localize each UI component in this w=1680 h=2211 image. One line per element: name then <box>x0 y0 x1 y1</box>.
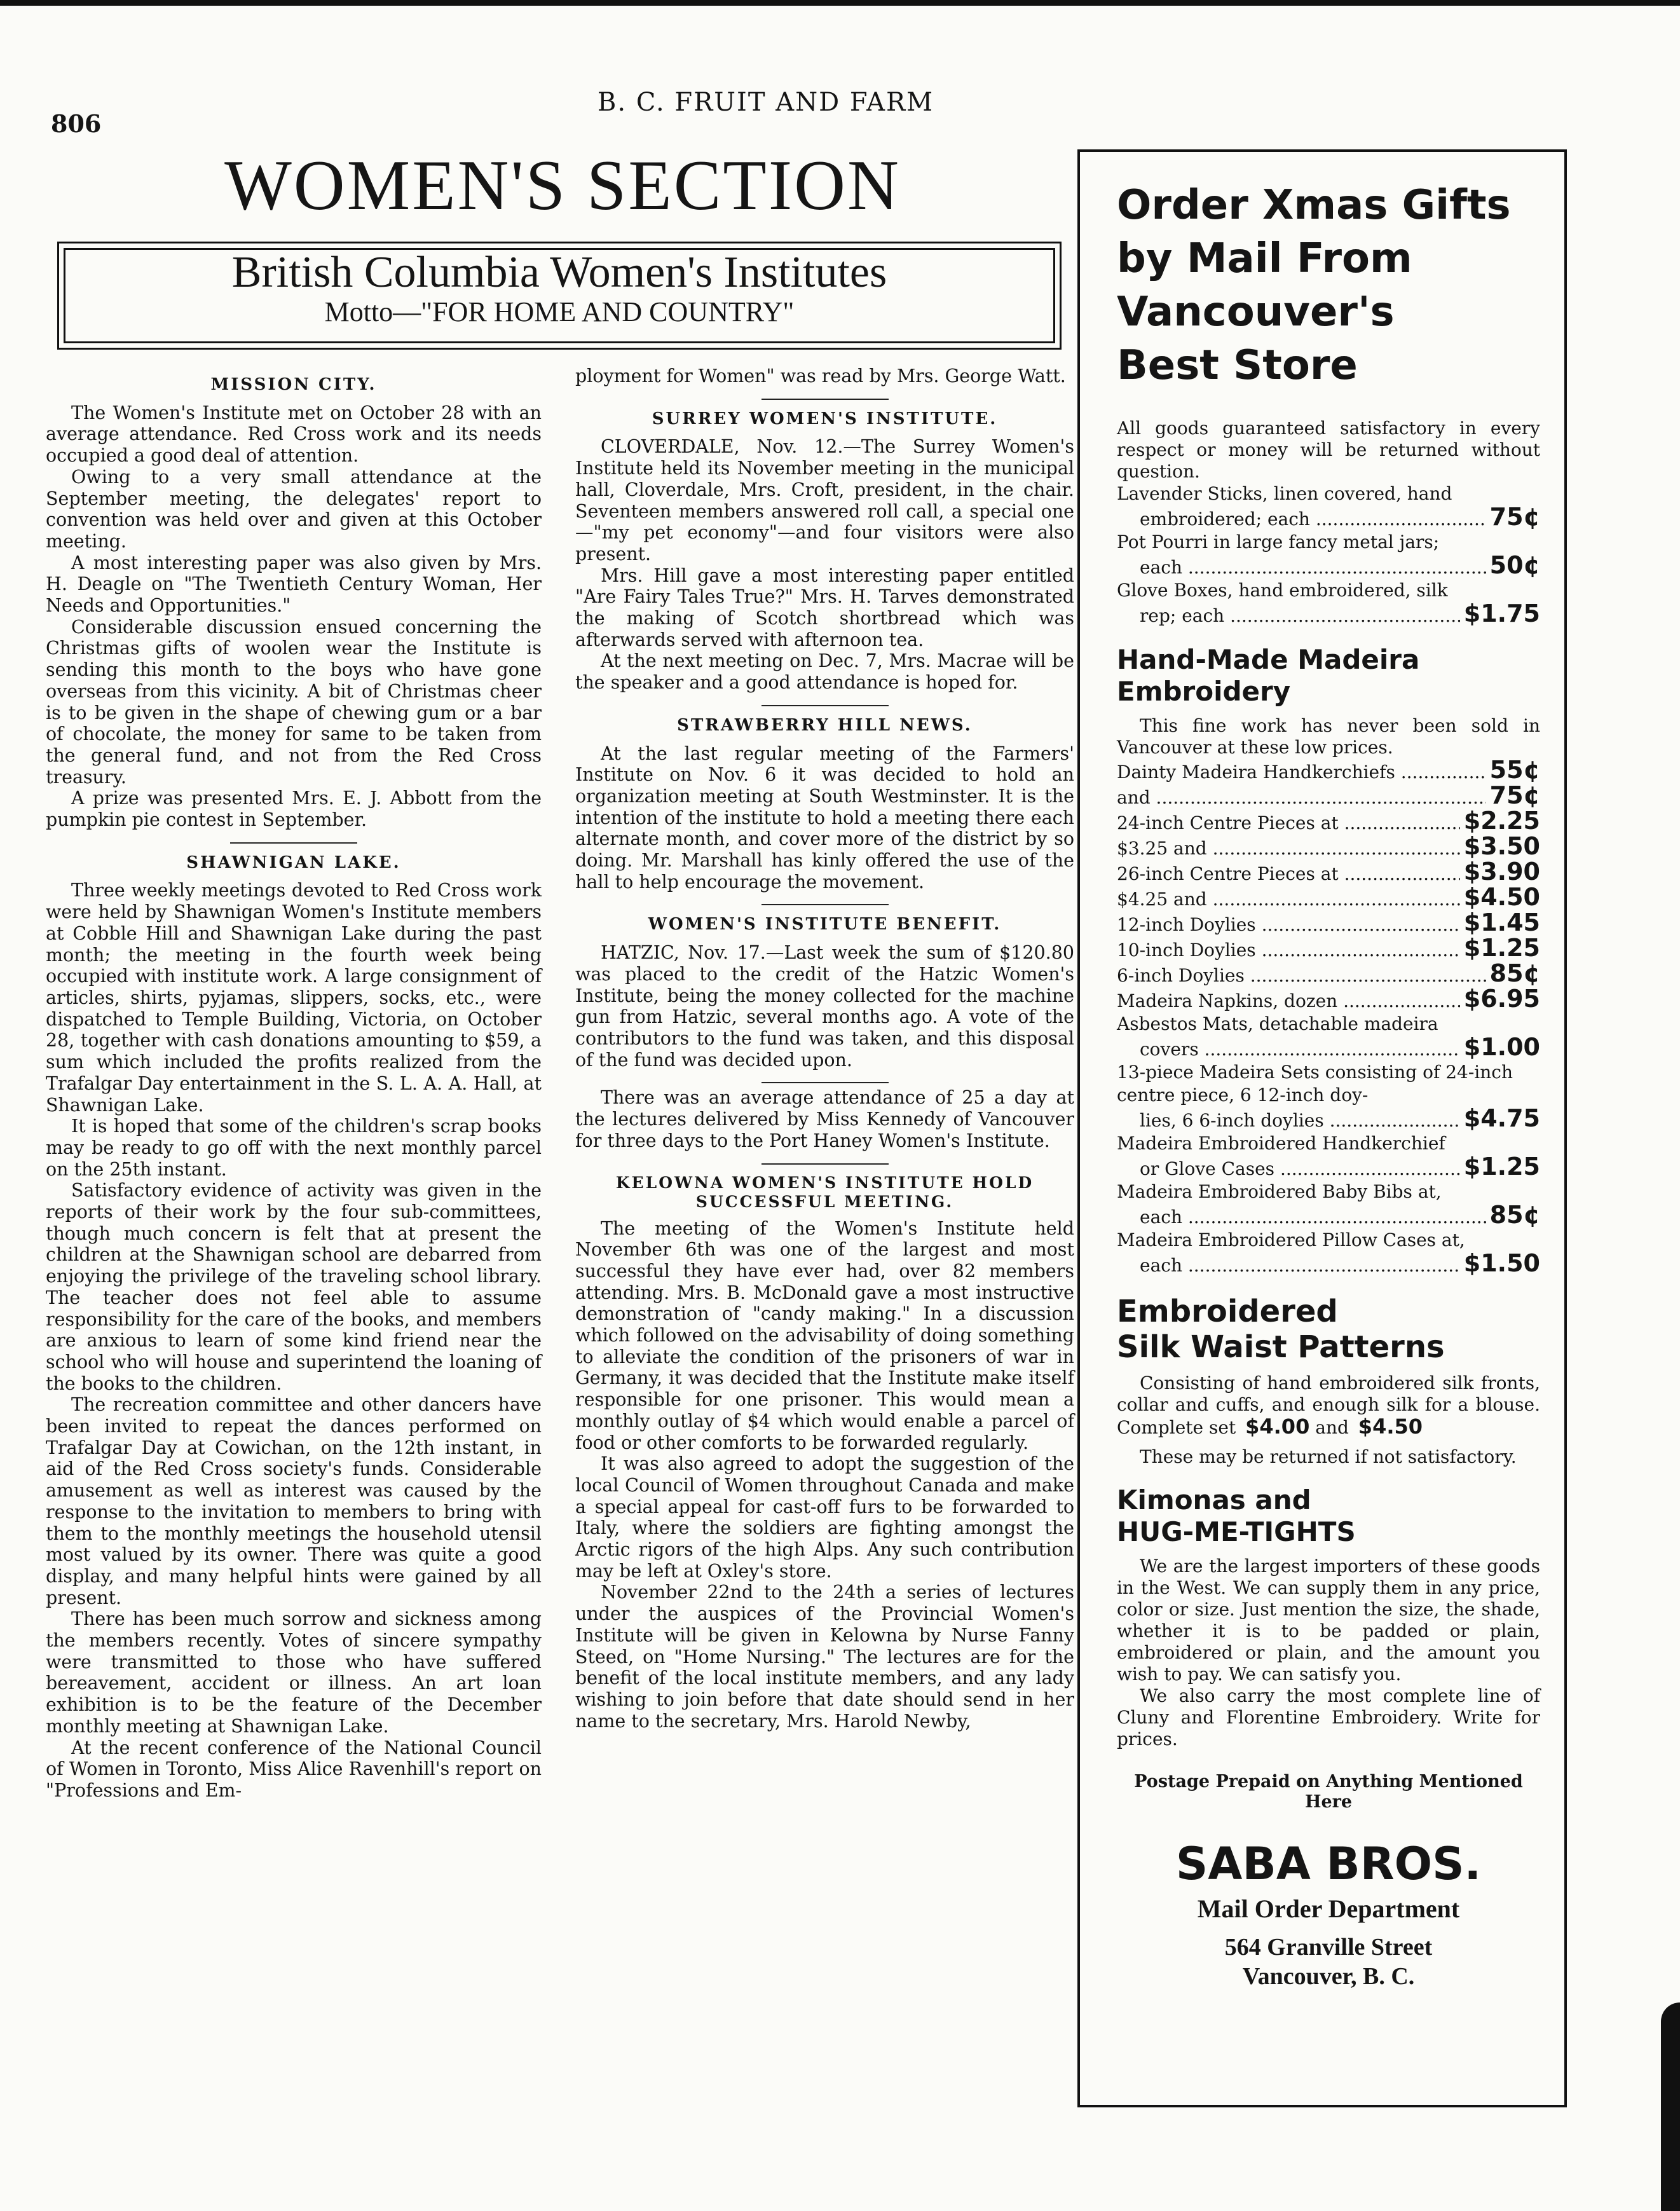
item-description: embroidered; each ..... <box>1117 508 1486 531</box>
item-price: $1.75 <box>1463 599 1540 627</box>
item-price: $3.50 <box>1463 832 1540 860</box>
item-price: $4.50 <box>1463 883 1540 911</box>
madeira-item <box>1117 809 1540 835</box>
paragraph: November 22nd to the 24th a series of lectures under the auspices of the Provincial Women's Institute will be given in Kelowna by Nurse Fanny Steed, on "Home Nursing." The lectures are for the benefit of the local institute members, and any lady wishing to join before that date should send in her name to the secretary, Mrs. Harold Newby, <box>575 1582 1074 1732</box>
item-description: covers ..... <box>1117 1038 1460 1061</box>
kimono-paragraph: We also carry the most complete line of Cluny and Florentine Embroidery. Write for prices. <box>1117 1685 1540 1749</box>
page-edge-shadow <box>1661 2002 1680 2211</box>
headline-strawberry-hill: STRAWBERRY HILL NEWS. <box>677 715 973 735</box>
item-description: Asbestos Mats, detachable madeira <box>1117 1013 1438 1034</box>
section-divider <box>761 1082 889 1083</box>
item-description: lies, 6 6-inch doylies ..... <box>1117 1109 1460 1132</box>
gift-item <box>1117 579 1540 627</box>
ad-headline-line: Order Xmas Gifts <box>1117 182 1511 229</box>
item-description: Glove Boxes, hand embroidered, silk <box>1117 580 1448 601</box>
headline-shawnigan-lake: SHAWNIGAN LAKE. <box>186 852 401 872</box>
item-description: 12-inch Doylies ..... <box>1117 914 1460 936</box>
madeira-price-list <box>1117 758 1540 1277</box>
paragraph: HATZIC, Nov. 17.—Last week the sum of $120.80 was placed to the credit of the Hatzic Women's Institute, being the money collected for the machine gun from Hatzic, several months ago. A vote of the contributors to the fund was taken, and this disposal of the fund was decided upon. <box>575 942 1074 1071</box>
item-description: rep; each ..... <box>1117 605 1460 627</box>
silk-text: Consisting of hand embroidered silk fronts, collar and cuffs, and enough silk for a blouse. Complete set <box>1117 1372 1540 1438</box>
item-price: 75¢ <box>1489 503 1540 531</box>
paragraph: The recreation committee and other dancers have been invited to repeat the dances performed on Trafalgar Day at Cowichan, on the 12th instant, in aid of the Red Cross society's funds. Considerable amusement as well as interest was caused by the response to the invitation to members to bring with them to the monthly meetings the household utensil most valued by its owner. There was quite a good display, and many helpful hints were gained by all present. <box>46 1394 542 1608</box>
item-price: $1.45 <box>1463 908 1540 936</box>
madeira-item <box>1117 781 1540 809</box>
item-description: each ..... <box>1117 556 1486 579</box>
institutes-banner <box>57 242 1062 350</box>
item-price: $6.95 <box>1463 985 1540 1013</box>
item-description: Madeira Embroidered Pillow Cases at, <box>1117 1229 1465 1250</box>
item-price: $1.50 <box>1463 1249 1540 1277</box>
item-description: $4.25 and ..... <box>1117 888 1460 911</box>
item-description: or Glove Cases ..... <box>1117 1158 1460 1181</box>
madeira-heading <box>1117 644 1540 708</box>
paragraph: There was an average attendance of 25 a day at the lectures delivered by Miss Kennedy of Vancouver for three days to the Port Haney Women's Institute. <box>575 1087 1074 1151</box>
item-description: and ..... <box>1117 786 1486 809</box>
heading-line: HUG-ME-TIGHTS <box>1117 1516 1356 1547</box>
item-description: Madeira Napkins, dozen ..... <box>1117 990 1460 1013</box>
ad-headline <box>1117 179 1540 392</box>
paragraph: The Women's Institute met on October 28 with an average attendance. Red Cross work and its needs occupied a good deal of attention. <box>46 402 542 467</box>
heading-line: Embroidered <box>1117 1294 1338 1329</box>
item-description: $3.25 and ..... <box>1117 837 1460 860</box>
company-name: SABA BROS. <box>1175 1838 1482 1890</box>
item-price: $3.90 <box>1463 858 1540 886</box>
madeira-item <box>1117 1229 1540 1277</box>
paragraph: Satisfactory evidence of activity was given in the reports of their work by the four sub-committees, though much concern is felt that at present the children at the Shawnigan school are debarred from enjoying the privilege of the traveling school library. The teacher does not feel able to assume responsibility for the care of the books, and members are anxious to learn of some kind friend near the school who will house and superintend the loaning of the books to the children. <box>46 1180 542 1394</box>
paragraph: Three weekly meetings devoted to Red Cross work were held by Shawnigan Women's Institute members at Cobble Hill and Shawnigan Lake during the past month; the meeting in the fourth week being occupied with institute work. A large consignment of articles, shirts, pyjamas, slippers, socks, etc., were dispatched to Temple Building, Victoria, on October 28, together with cash donations amounting to $59, a sum which included the profits realized from the Trafalgar Day entertainment in the S. L. A. A. Hall, at Shawnigan Lake. <box>46 880 542 1116</box>
gift-item <box>1117 531 1540 579</box>
item-price: $1.25 <box>1463 1153 1540 1181</box>
silk-price: $4.50 <box>1358 1414 1423 1439</box>
paragraph: A prize was presented Mrs. E. J. Abbott from the pumpkin pie contest in September. <box>46 788 542 831</box>
running-head: B. C. FRUIT AND FARM <box>598 88 934 117</box>
paragraph: At the next meeting on Dec. 7, Mrs. Macrae will be the speaker and a good attendance is hoped for. <box>575 650 1074 694</box>
department-name: Mail Order Department <box>1197 1894 1460 1923</box>
top-border-rule <box>0 0 1680 6</box>
item-price: $1.25 <box>1463 934 1540 962</box>
paragraph: Considerable discussion ensued concerning the Christmas gifts of woolen wear the Institute is sending this month to the boys who have gone overseas from this vicinity. A bit of Christmas cheer is to be given in the shape of chewing gum or a bar of chocolate, the money for same to be taken from the general fund, and not from the Red Cross treasury. <box>46 616 542 788</box>
headline-kelowna: KELOWNA WOMEN'S INSTITUTE HOLD SUCCESSFUL MEETING. <box>615 1173 1034 1211</box>
headline-surrey: SURREY WOMEN'S INSTITUTE. <box>652 409 998 428</box>
silk-heading <box>1117 1294 1540 1365</box>
item-price: 85¢ <box>1489 959 1540 987</box>
item-price: 85¢ <box>1489 1201 1540 1229</box>
kimono-heading <box>1117 1484 1540 1548</box>
item-description: each ..... <box>1117 1206 1486 1229</box>
item-price: $2.25 <box>1463 807 1540 835</box>
section-divider <box>761 399 889 400</box>
postage-note: Postage Prepaid on Anything Mentioned Here <box>1134 1772 1523 1812</box>
section-divider <box>761 1163 889 1165</box>
banner-motto: Motto—"FOR HOME AND COUNTRY" <box>324 296 795 327</box>
madeira-item <box>1117 1132 1540 1181</box>
madeira-item <box>1117 758 1540 784</box>
address-line: 564 Granville Street <box>1224 1934 1433 1961</box>
silk-description <box>1117 1372 1540 1439</box>
headline-mission-city: MISSION CITY. <box>210 375 377 394</box>
item-description: 26-inch Centre Pieces at ..... <box>1117 863 1460 886</box>
paragraph: It is hoped that some of the children's scrap books may be ready to go off with the next monthly parcel on the 25th instant. <box>46 1116 542 1180</box>
madeira-item <box>1117 936 1540 962</box>
item-description: 10-inch Doylies ..... <box>1117 939 1460 962</box>
gift-item <box>1117 483 1540 531</box>
heading-line: Silk Waist Patterns <box>1117 1329 1445 1365</box>
paragraph: A most interesting paper was also given by Mrs. H. Deagle on "The Twentieth Century Woman, Her Needs and Opportunities." <box>46 552 542 617</box>
company-address <box>1117 1933 1540 1991</box>
madeira-item <box>1117 1181 1540 1229</box>
paragraph: Mrs. Hill gave a most interesting paper entitled "Are Fairy Tales True?" Mrs. H. Tarves demonstrated the making of Scotch shortbread which was afterwards served with afternoon tea. <box>575 565 1074 650</box>
ad-headline-line: Best Store <box>1117 342 1358 389</box>
section-divider <box>230 842 357 844</box>
heading-line: Kimonas and <box>1117 1484 1311 1516</box>
madeira-item <box>1117 860 1540 886</box>
article-column-1 <box>46 366 542 1802</box>
silk-and: and <box>1315 1417 1349 1438</box>
article-column-2 <box>575 366 1074 1732</box>
address-line: Vancouver, B. C. <box>1242 1963 1415 1990</box>
item-description: Madeira Embroidered Baby Bibs at, <box>1117 1181 1442 1202</box>
madeira-item <box>1117 1061 1540 1132</box>
section-divider <box>761 904 889 905</box>
madeira-item <box>1117 883 1540 911</box>
item-description: Pot Pourri in large fancy metal jars; <box>1117 531 1440 552</box>
item-description: Dainty Madeira Handkerchiefs ..... <box>1117 761 1486 784</box>
item-price: $4.75 <box>1463 1104 1540 1132</box>
item-description: 24-inch Centre Pieces at ..... <box>1117 812 1460 835</box>
item-description: Lavender Sticks, linen covered, hand <box>1117 483 1452 504</box>
item-price: 50¢ <box>1489 551 1540 579</box>
paragraph: There has been much sorrow and sickness among the members recently. Votes of sincere sympathy were transmitted to those who have suffered bereavement, accident or illness. An art loan exhibition is to be the feature of the December monthly meeting at Shawnigan Lake. <box>46 1608 542 1737</box>
paragraph: The meeting of the Women's Institute held November 6th was one of the largest and most successful they have ever had, over 82 members attending. Mrs. B. McDonald gave a most instructive demonstration of "candy making." In a discussion which followed on the advisability of doing something to alleviate the condition of the prisoners of war in Germany, it was decided that the Institute make itself responsible for one prisoner. This would mean a monthly outlay of $4 which would enable a parcel of food or other comforts to be forwarded regularly. <box>575 1217 1074 1453</box>
madeira-item <box>1117 908 1540 936</box>
paragraph: CLOVERDALE, Nov. 12.—The Surrey Women's Institute held its November meeting in the municipal hall, Cloverdale, Mrs. Croft, president, in the chair. Seventeen members answered roll call, a special one —"my pet economy"—and four visitors were also present. <box>575 436 1074 565</box>
headline-institute-benefit: WOMEN'S INSTITUTE BENEFIT. <box>648 915 1002 934</box>
item-price: 55¢ <box>1489 756 1540 784</box>
madeira-item <box>1117 832 1540 860</box>
kimono-paragraph: We are the largest importers of these goods in the West. We can supply them in any price, color or size. Just mention the size, the shade, whether it is to be padded or plain, embroidered or plain, and the amount you wish to pay. We can satisfy you. <box>1117 1556 1540 1685</box>
item-description: each ..... <box>1117 1254 1460 1277</box>
ad-headline-line: by Mail From <box>1117 235 1412 282</box>
silk-return-note: These may be returned if not satisfactory. <box>1140 1446 1517 1467</box>
section-divider <box>761 705 889 706</box>
section-title: WOMEN'S SECTION <box>224 146 901 225</box>
paragraph: At the recent conference of the National Council of Women in Toronto, Miss Alice Ravenhill's report on "Professions and Em- <box>46 1737 542 1801</box>
item-price: $1.00 <box>1463 1033 1540 1061</box>
paragraph: It was also agreed to adopt the suggestion of the local Council of Women throughout Canada and make a special appeal for cast-off furs to be forwarded to Italy, where the soldiers are fighting amongst the Arctic rigors of the high Alps. Any such contribution may be left at Oxley's store. <box>575 1453 1074 1582</box>
item-price: 75¢ <box>1489 781 1540 809</box>
ad-headline-line: Vancouver's <box>1117 289 1395 336</box>
heading-line: Hand-Made Madeira <box>1117 644 1420 675</box>
paragraph: Owing to a very small attendance at the September meeting, the delegates' report to convention was held over and given at this October meeting. <box>46 466 542 552</box>
item-description: 13-piece Madeira Sets consisting of 24-inch centre piece, 6 12-inch doy- <box>1117 1062 1513 1106</box>
heading-line: Embroidery <box>1117 676 1291 707</box>
item-description: 6-inch Doylies ..... <box>1117 964 1486 987</box>
saba-bros-advertisement <box>1077 149 1567 2107</box>
madeira-intro: This fine work has never been sold in Vancouver at these low prices. <box>1117 715 1540 758</box>
madeira-item <box>1117 959 1540 987</box>
madeira-item <box>1117 987 1540 1013</box>
paragraph: At the last regular meeting of the Farmers' Institute on Nov. 6 it was decided to hold an organization meeting at South Westminster. It is the intention of the institute to hold a meeting there each alternate month, and cover more of the district by so doing. Mr. Marshall has kinly offered the use of the hall to help encourage the movement. <box>575 743 1074 893</box>
banner-title: British Columbia Women's Institutes <box>231 248 887 297</box>
madeira-item <box>1117 1013 1540 1061</box>
silk-price: $4.00 <box>1245 1414 1310 1439</box>
paragraph-continued: ployment for Women" was read by Mrs. George Watt. <box>575 366 1066 387</box>
ad-guarantee: All goods guaranteed satisfactory in every respect or money will be returned without question. <box>1117 418 1540 482</box>
item-description: Madeira Embroidered Handkerchief <box>1117 1133 1445 1154</box>
page-number: 806 <box>51 109 102 138</box>
